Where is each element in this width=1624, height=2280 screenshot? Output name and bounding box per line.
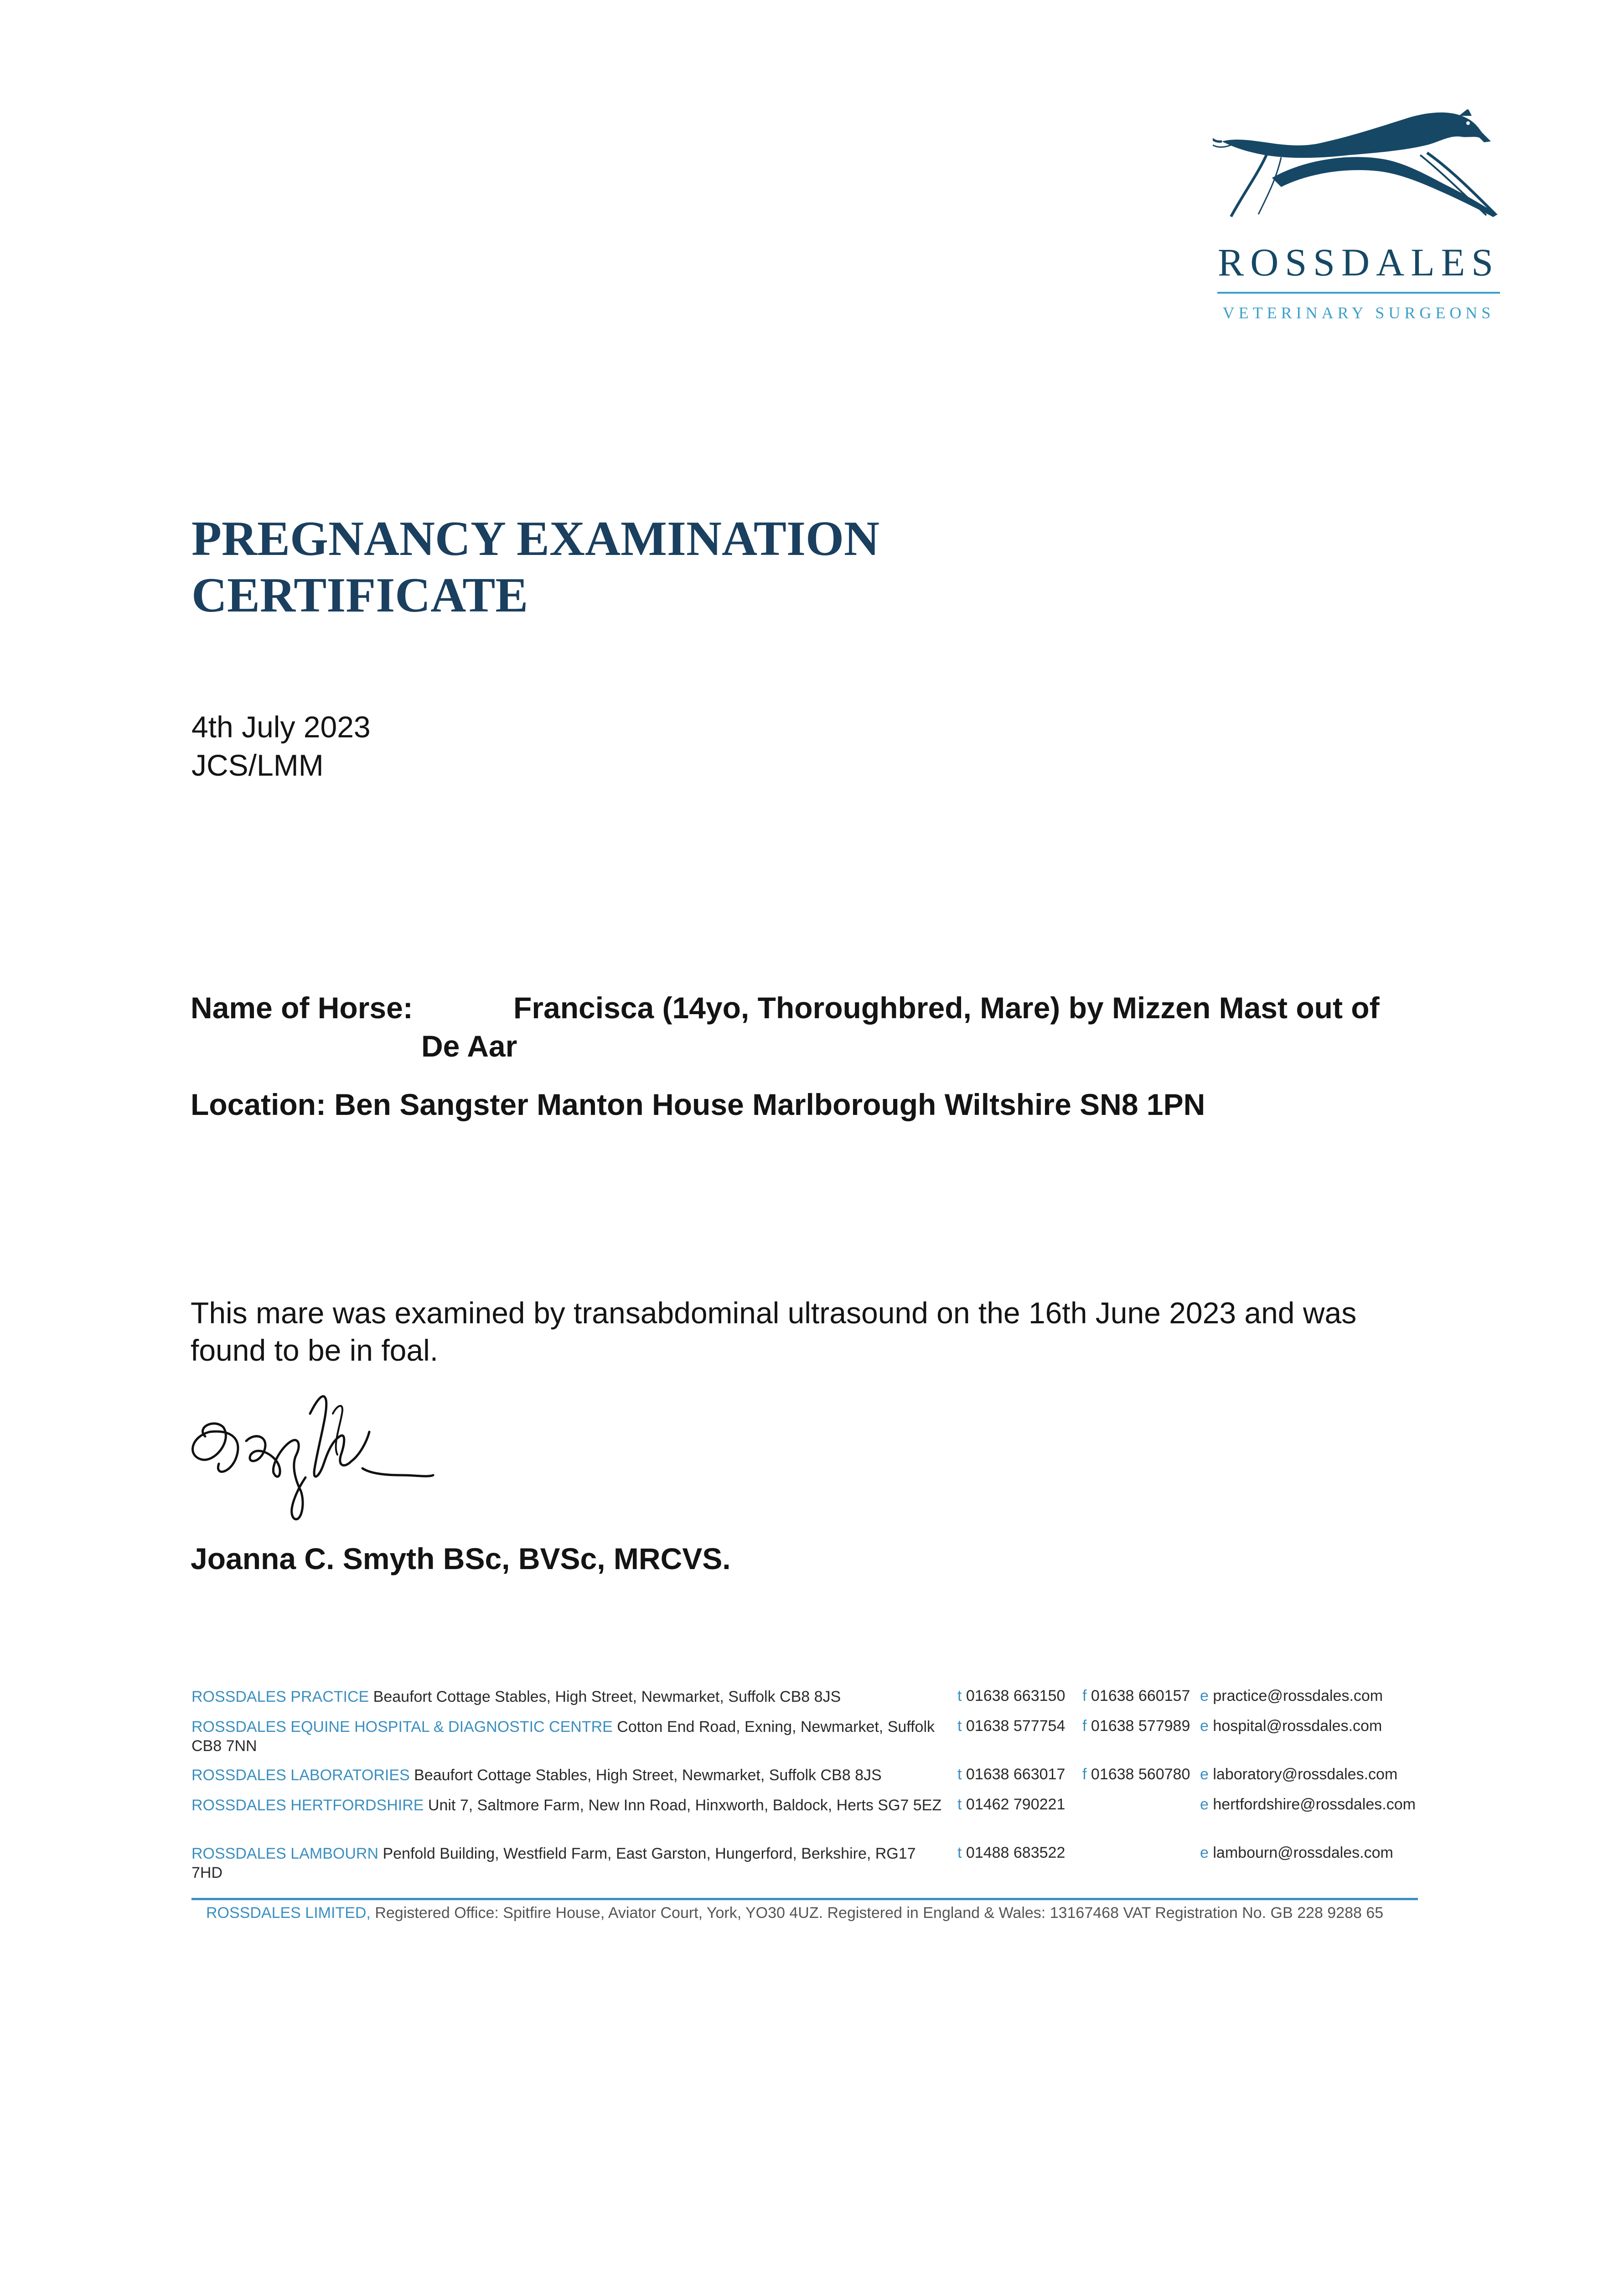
footer-row: [191, 1844, 939, 1882]
logo-divider: [1217, 292, 1500, 294]
footer-branch-name: ROSSDALES LAMBOURN: [191, 1845, 378, 1862]
footer-phone: t 01462 790221: [957, 1796, 1065, 1813]
footer-row: [191, 1717, 939, 1756]
registered-office-text: Registered Office: Spitfire House, Aviator Court, York, YO30 4UZ. Registered in England & Wales: 13167468 VAT Registration No. GB 228 9288 65: [370, 1904, 1384, 1922]
footer-branch-name: ROSSDALES EQUINE HOSPITAL & DIAGNOSTIC CENTRE: [191, 1718, 613, 1736]
footer-branch-name: ROSSDALES HERTFORDSHIRE: [191, 1797, 424, 1814]
horse-name-label: Name of Horse:: [191, 991, 413, 1025]
horse-name-value: Francisca (14yo, Thoroughbred, Mare) by Mizzen Mast out of: [513, 991, 1380, 1025]
footer-row: [191, 1766, 939, 1785]
registered-office-line: [206, 1904, 1383, 1922]
company-logo: [1213, 109, 1505, 328]
footer-email: e hospital@rossdales.com: [1200, 1717, 1382, 1735]
footer-branch-address: Beaufort Cottage Stables, High Street, Newmarket, Suffolk CB8 8JS: [369, 1688, 841, 1705]
footer-phone: t 01488 683522: [957, 1844, 1065, 1861]
logo-subtitle: VETERINARY SURGEONS: [1222, 304, 1495, 322]
footer-email: e practice@rossdales.com: [1200, 1687, 1383, 1705]
footer-fax: f 01638 560780: [1082, 1766, 1190, 1783]
signature-icon: [187, 1386, 442, 1532]
logo-wordmark: ROSSDALES: [1217, 240, 1500, 284]
date-reference-block: [191, 708, 371, 784]
footer-email: e laboratory@rossdales.com: [1200, 1766, 1398, 1783]
footer-phone: t 01638 663150: [957, 1687, 1065, 1705]
footer-branch-address: Cotton End Road, Exning, Newmarket, Suffolk CB8 7NN: [191, 1718, 935, 1755]
signer-name: Joanna C. Smyth BSc, BVSc, MRCVS.: [191, 1542, 731, 1575]
footer-branch-address: Beaufort Cottage Stables, High Street, Newmarket, Suffolk CB8 8JS: [409, 1767, 882, 1784]
footer-email: e lambourn@rossdales.com: [1200, 1844, 1393, 1861]
footer-email: e hertfordshire@rossdales.com: [1200, 1796, 1416, 1813]
footer-phone: t 01638 663017: [957, 1766, 1065, 1783]
certificate-date: 4th July 2023: [191, 710, 371, 744]
footer-branch-address: Unit 7, Saltmore Farm, New Inn Road, Hinxworth, Baldock, Herts SG7 5EZ: [424, 1797, 942, 1814]
footer-row: [191, 1796, 948, 1815]
location-line: Location: Ben Sangster Manton House Marlborough Wiltshire SN8 1PN: [191, 1088, 1205, 1121]
footer-row: [191, 1687, 939, 1706]
registered-company-name: ROSSDALES LIMITED,: [206, 1904, 371, 1922]
footer-branch-name: ROSSDALES LABORATORIES: [191, 1767, 410, 1784]
title-line-2: CERTIFICATE: [191, 568, 528, 622]
footer-fax: f 01638 577989: [1082, 1717, 1190, 1735]
reference-code: JCS/LMM: [191, 748, 324, 782]
examination-statement: This mare was examined by transabdominal ultrasound on the 16th June 2023 and was found to be in foal.: [191, 1296, 1357, 1367]
page-title: [191, 511, 1012, 624]
footer-branch-address: Penfold Building, Westfield Farm, East Garston, Hungerford, Berkshire, RG17 7HD: [191, 1845, 916, 1881]
footer-phone: t 01638 577754: [957, 1717, 1065, 1735]
footer-branch-name: ROSSDALES PRACTICE: [191, 1688, 369, 1705]
footer-fax: f 01638 660157: [1082, 1687, 1190, 1705]
title-line-1: PREGNANCY EXAMINATION: [191, 512, 879, 566]
horse-name-value-continued: De Aar: [421, 1029, 517, 1063]
footer-divider: [191, 1898, 1418, 1900]
horse-logo-icon: [1213, 109, 1505, 237]
